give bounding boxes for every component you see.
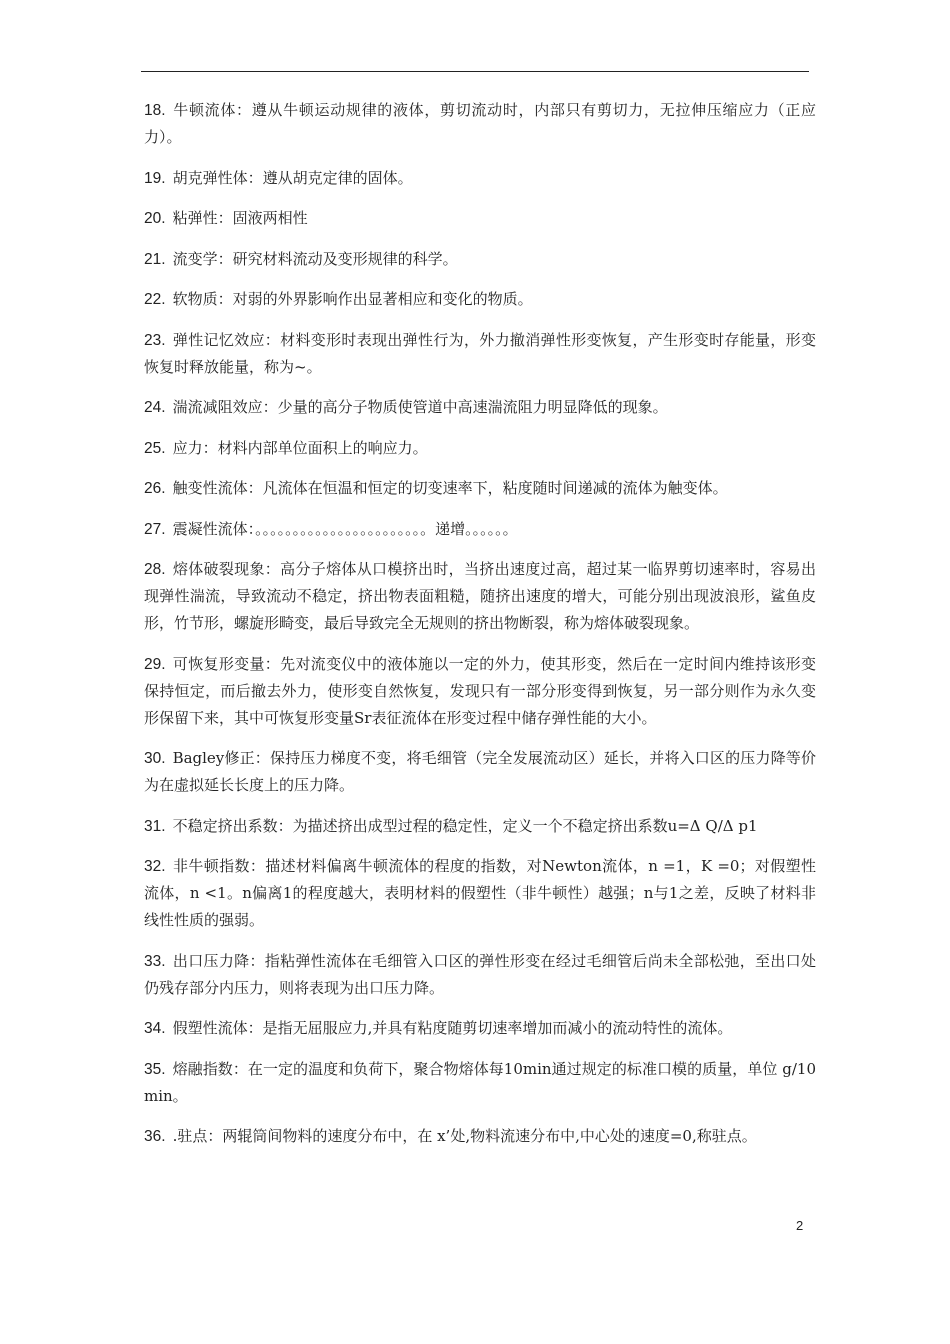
definition-entry <box>144 435 816 462</box>
definition-entry <box>144 516 816 543</box>
entry-text: Bagley修正：保持压力梯度不变，将毛细管（完全发展流动区）延长，并将入口区的压力降等价为在虚拟延长长度上的压力降。 <box>144 749 816 794</box>
definition-entry <box>144 1056 816 1110</box>
entry-text: 震凝性流体：。。。。。。。。。。。。。。。。。。。。。。。递增。。。。。。 <box>172 519 518 538</box>
entry-number: 24. <box>144 399 166 416</box>
definition-entry <box>144 327 816 381</box>
definition-list <box>144 97 816 1164</box>
entry-number: 30. <box>144 750 166 767</box>
entry-text: 粘弹性：固液两相性 <box>172 209 308 227</box>
entry-text: 软物质：对弱的外界影响作出显著相应和变化的物质。 <box>172 290 533 308</box>
entry-text: 熔体破裂现象：高分子熔体从口模挤出时，当挤出速度过高，超过某一临界剪切速率时，容易出现弹性湍流，导致流动不稳定，挤出物表面粗糙，随挤出速度的增大，可能分别出现波浪形，鲨鱼皮形，竹节形，螺旋形畸变，最后导致完全无规则的挤出物断裂，称为熔体破裂现象。 <box>144 560 816 632</box>
entry-number: 36. <box>144 1128 166 1145</box>
definition-entry <box>144 853 816 934</box>
definition-entry <box>144 745 816 799</box>
entry-number: 34. <box>144 1020 166 1037</box>
entry-text: 应力：材料内部单位面积上的响应力。 <box>172 438 428 457</box>
entry-text: 出口压力降：指粘弹性流体在毛细管入口区的弹性形变在经过毛细管后尚未全部松弛，至出口处仍残存部分内压力，则将表现为出口压力降。 <box>144 951 816 997</box>
definition-entry <box>144 556 816 637</box>
entry-text: 牛顿流体：遵从牛顿运动规律的液体，剪切流动时，内部只有剪切力，无拉伸压缩应力（正应力）。 <box>144 101 816 146</box>
entry-text: 流变学：研究材料流动及变形规律的科学。 <box>172 249 458 268</box>
definition-entry <box>144 475 816 502</box>
header-rule <box>141 71 809 72</box>
definition-entry <box>144 651 816 732</box>
definition-entry <box>144 1123 816 1150</box>
entry-text: 湍流减阻效应：少量的高分子物质使管道中高速湍流阻力明显降低的现象。 <box>172 398 668 416</box>
entry-text: 触变性流体：凡流体在恒温和恒定的切变速率下，粘度随时间递减的流体为触变体。 <box>172 479 728 497</box>
entry-number: 26. <box>144 480 166 497</box>
entry-number: 27. <box>144 520 166 538</box>
entry-number: 23. <box>144 331 166 349</box>
definition-entry <box>144 394 816 421</box>
entry-text: 熔融指数：在一定的温度和负荷下，聚合物熔体每10min通过规定的标准口模的质量，单位 g/10min。 <box>144 1059 816 1105</box>
definition-entry <box>144 286 816 313</box>
definition-entry <box>144 205 816 232</box>
entry-text: 可恢复形变量：先对流变仪中的液体施以一定的外力，使其形变，然后在一定时间内维持该形变保持恒定，而后撤去外力，使形变自然恢复，发现只有一部分形变得到恢复，另一部分则作为永久变形保留下来，其中可恢复形变量Sr表征流体在形变过程中储存弹性能的大小。 <box>144 654 816 727</box>
definition-entry <box>144 246 816 273</box>
entry-number: 18. <box>144 102 166 119</box>
definition-entry <box>144 948 816 1002</box>
entry-number: 25. <box>144 439 166 457</box>
entry-text: 胡克弹性体：遵从胡克定律的固体。 <box>172 168 413 187</box>
entry-number: 29. <box>144 655 166 673</box>
entry-number: 22. <box>144 291 166 308</box>
entry-text: 不稳定挤出系数：为描述挤出成型过程的稳定性，定义一个不稳定挤出系数u=Δ Q/Δ p1 <box>172 816 758 835</box>
entry-number: 21. <box>144 250 166 268</box>
page-number: 2 <box>796 1218 804 1233</box>
entry-number: 32. <box>144 858 166 875</box>
definition-entry <box>144 813 816 840</box>
entry-number: 31. <box>144 817 166 835</box>
entry-text: 假塑性流体：是指无屈服应力,并具有粘度随剪切速率增加而减小的流动特性的流体。 <box>172 1019 733 1037</box>
definition-entry <box>144 1015 816 1042</box>
entry-text: .驻点：两辊筒间物料的速度分布中，在 x’处,物料流速分布中,中心处的速度=0,称驻点。 <box>172 1127 757 1145</box>
entry-number: 20. <box>144 210 166 227</box>
definition-entry <box>144 165 816 192</box>
entry-number: 28. <box>144 561 166 578</box>
entry-text: 弹性记忆效应：材料变形时表现出弹性行为，外力撤消弹性形变恢复，产生形变时存能量，形变恢复时释放能量，称为~。 <box>144 330 816 376</box>
definition-entry <box>144 97 816 151</box>
entry-number: 19. <box>144 169 166 187</box>
entry-text: 非牛顿指数：描述材料偏离牛顿流体的程度的指数，对Newton流体，n =1，K =0；对假塑性流体，n <1。n偏离1的程度越大，表明材料的假塑性（非牛顿性）越强；n与1之差，反映了材料非线性性质的强弱。 <box>144 857 816 929</box>
entry-number: 35. <box>144 1060 166 1078</box>
entry-number: 33. <box>144 952 166 970</box>
